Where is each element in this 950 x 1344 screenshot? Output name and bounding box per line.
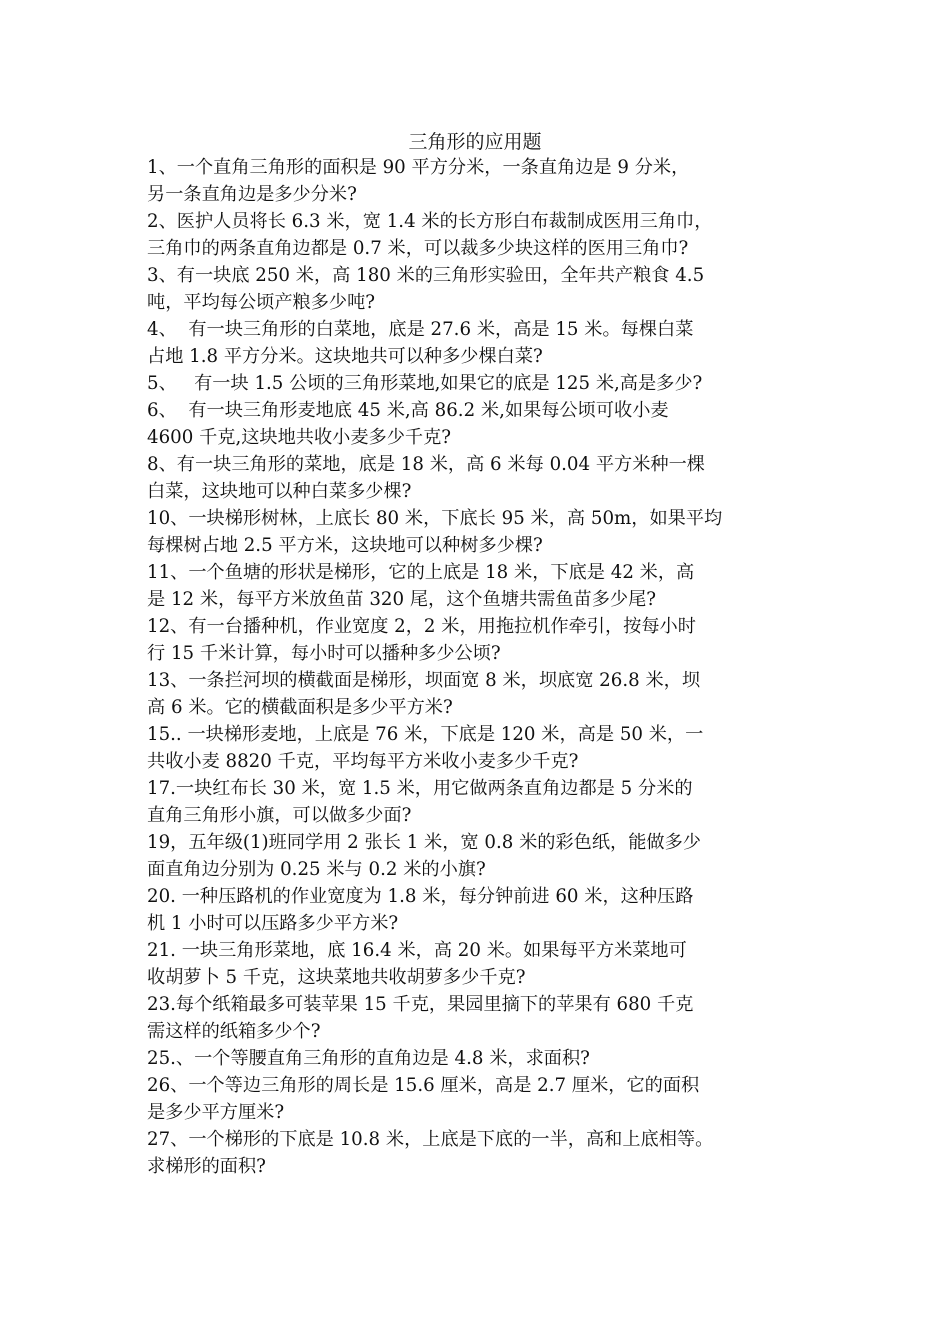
text-line: 26、一个等边三角形的周长是 15.6 厘米，高是 2.7 厘米，它的面积 bbox=[147, 1075, 700, 1096]
text-line: 直角三角形小旗，可以做多少面? bbox=[147, 805, 412, 826]
text-line: 收胡萝卜 5 千克，这块菜地共收胡萝多少千克? bbox=[147, 967, 526, 988]
text-line: 求梯形的面积? bbox=[147, 1156, 266, 1177]
text-line: 6、 有一块三角形麦地底 45 米,高 86.2 米,如果每公顷可收小麦 bbox=[147, 400, 669, 421]
text-line: 吨，平均每公顷产粮多少吨? bbox=[147, 292, 376, 313]
text-line: 10、一块梯形树林，上底长 80 米，下底长 95 米，高 50m，如果平均 bbox=[147, 508, 723, 529]
text-line: 8、有一块三角形的菜地，底是 18 米，高 6 米每 0.04 平方米种一棵 bbox=[147, 454, 705, 475]
text-line: 是多少平方厘米? bbox=[147, 1102, 285, 1123]
text-line: 3、有一块底 250 米，高 180 米的三角形实验田，全年共产粮食 4.5 bbox=[147, 265, 705, 286]
text-line: 高 6 米。它的横截面积是多少平方米? bbox=[147, 697, 453, 718]
text-line: 另一条直角边是多少分米? bbox=[147, 184, 357, 205]
text-line: 11、一个鱼塘的形状是梯形，它的上底是 18 米，下底是 42 米，高 bbox=[147, 562, 695, 583]
text-line: 1、一个直角三角形的面积是 90 平方分米，一条直角边是 9 分米， bbox=[147, 157, 690, 178]
problem-list bbox=[147, 154, 837, 1180]
text-line: 19，五年级(1)班同学用 2 张长 1 米，宽 0.8 米的彩色纸，能做多少 bbox=[147, 832, 701, 853]
text-line: 4、 有一块三角形的白菜地，底是 27.6 米，高是 15 米。每棵白菜 bbox=[147, 319, 694, 340]
text-line: 5、 有一块 1.5 公顷的三角形菜地,如果它的底是 125 米,高是多少? bbox=[147, 373, 703, 394]
text-line: 27、一个梯形的下底是 10.8 米，上底是下底的一半，高和上底相等。 bbox=[147, 1129, 714, 1150]
text-line: 需这样的纸箱多少个? bbox=[147, 1021, 321, 1042]
text-line: 25.、一个等腰直角三角形的直角边是 4.8 米，求面积? bbox=[147, 1048, 590, 1069]
text-line: 白菜，这块地可以种白菜多少棵? bbox=[147, 481, 412, 502]
text-line: 20. 一种压路机的作业宽度为 1.8 米，每分钟前进 60 米，这种压路 bbox=[147, 886, 694, 907]
text-line: 面直角边分别为 0.25 米与 0.2 米的小旗? bbox=[147, 859, 486, 880]
text-line: 15.. 一块梯形麦地，上底是 76 米，下底是 120 米，高是 50 米，一 bbox=[147, 724, 704, 745]
text-line: 17.一块红布长 30 米，宽 1.5 米，用它做两条直角边都是 5 分米的 bbox=[147, 778, 693, 799]
text-line: 2、医护人员将长 6.3 米，宽 1.4 米的长方形白布裁制成医用三角巾， bbox=[147, 211, 713, 232]
text-line: 23.每个纸箱最多可装苹果 15 千克，果园里摘下的苹果有 680 千克 bbox=[147, 994, 694, 1015]
text-line: 21. 一块三角形菜地，底 16.4 米，高 20 米。如果每平方米菜地可 bbox=[147, 940, 687, 961]
text-line: 机 1 小时可以压路多少平方米? bbox=[147, 913, 399, 934]
text-line: 共收小麦 8820 千克，平均每平方米收小麦多少千克? bbox=[147, 751, 579, 772]
text-line: 三角巾的两条直角边都是 0.7 米，可以裁多少块这样的医用三角巾? bbox=[147, 238, 689, 259]
text-line: 每棵树占地 2.5 平方米，这块地可以种树多少棵? bbox=[147, 535, 543, 556]
text-line: 12、有一台播种机，作业宽度 2，2 米，用拖拉机作牵引，按每小时 bbox=[147, 616, 696, 637]
text-line: 4600 千克,这块地共收小麦多少千克? bbox=[147, 427, 452, 448]
document-title: 三角形的应用题 bbox=[408, 131, 542, 153]
text-line: 占地 1.8 平方分米。这块地共可以种多少棵白菜? bbox=[147, 346, 543, 367]
text-line: 13、一条拦河坝的横截面是梯形，坝面宽 8 米，坝底宽 26.8 米，坝 bbox=[147, 670, 701, 691]
text-line: 是 12 米，每平方米放鱼苗 320 尾，这个鱼塘共需鱼苗多少尾? bbox=[147, 589, 657, 610]
text-line: 行 15 千米计算，每小时可以播种多少公顷? bbox=[147, 643, 501, 664]
